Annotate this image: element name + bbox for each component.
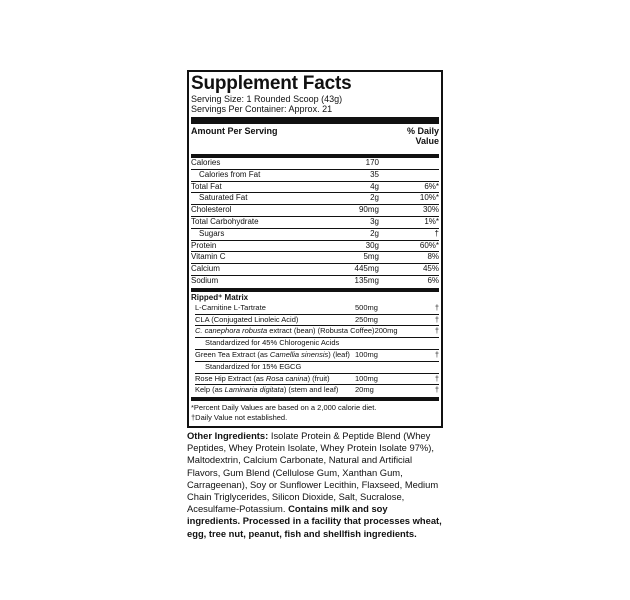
matrix-table xyxy=(191,303,439,396)
servings-per-container: Servings Per Container: Approx. 21 xyxy=(191,104,333,114)
supplement-facts-panel xyxy=(187,70,443,428)
footnote-percent-dv: *Percent Daily Values are based on a 2,000 calorie diet. xyxy=(191,403,377,413)
matrix-item-name: Green Tea Extract (as Camellia sinensis) (leaf) xyxy=(195,349,350,359)
matrix-item-name: Kelp (as Laminaria digitata) (stem and leaf) xyxy=(195,385,339,395)
matrix-row-standardized: Standardized for 45% Chlorogenic Acids xyxy=(195,337,439,349)
matrix-item-name: C. canephora robusta extract (bean) (Robusta Coffee) xyxy=(195,326,375,336)
matrix-item-name: Rose Hip Extract (as Rosa canina) (fruit) xyxy=(195,373,330,383)
matrix-row: C. canephora robusta extract (bean) (Robusta Coffee) 200mg † xyxy=(195,326,439,336)
matrix-row: Green Tea Extract (as Camellia sinensis) (leaf) 100mg † xyxy=(195,349,439,359)
panel-title: Supplement Facts xyxy=(191,73,352,94)
nutrient-row: Saturated Fat 2g 10%* xyxy=(191,192,439,204)
nutrient-row: Total Fat 4g 6%* xyxy=(191,181,439,191)
nutrient-row: Protein 30g 60%* xyxy=(191,240,439,250)
matrix-row: Kelp (as Laminaria digitata) (stem and leaf) 20mg † xyxy=(195,385,439,395)
other-ingredients-text: Isolate Protein & Peptide Blend (Whey Peptides, Whey Protein Isolate, Whey Protein Isolate 97%), Maltodextrin, Calcium Carbonate, Natural and Artificial Flavors, Gum Blend (Cellulose Gum, Xanthan Gum, Carrageenan), Soy or Sunflower Lecithin, Flaxseed, Medium Chain Triglycerides, Silicon Dioxide, Salt, Sucralose, Acesulfame-Potassium. xyxy=(187,430,439,515)
matrix-row-standardized: Standardized for 15% EGCG xyxy=(195,361,439,373)
matrix-row: Rose Hip Extract (as Rosa canina) (fruit) 100mg † xyxy=(195,373,439,383)
nutrient-row: Cholesterol 90mg 30% xyxy=(191,205,439,215)
other-ingredients-label: Other Ingredients: xyxy=(187,430,269,441)
column-header xyxy=(191,124,439,146)
daily-value-heading: % Daily Value xyxy=(406,126,439,146)
nutrient-row: Calcium 445mg 45% xyxy=(191,264,439,274)
serving-size: Serving Size: 1 Rounded Scoop (43g) xyxy=(191,94,343,104)
nutrient-row: Vitamin C 5mg 8% xyxy=(191,252,439,262)
nutrient-row: Calories 170 xyxy=(191,158,379,167)
nutrient-row: Total Carbohydrate 3g 1%* xyxy=(191,216,439,226)
nutrient-row: Sugars 2g † xyxy=(191,228,439,240)
allergen-statement: Contains milk and soy ingredients. Processed in a facility that processes wheat, egg, tree nut, peanut, fish and shellfish ingredients. xyxy=(187,503,442,539)
footnote-dv-not-established: †Daily Value not established. xyxy=(191,413,288,423)
nutrient-row: Calories from Fat 35 xyxy=(191,169,439,181)
matrix-row: CLA (Conjugated Linoleic Acid) 250mg † xyxy=(195,314,439,324)
other-ingredients xyxy=(187,430,443,540)
matrix-heading: Ripped⁺ Matrix xyxy=(191,292,249,302)
amount-per-serving-heading: Amount Per Serving xyxy=(191,126,278,136)
matrix-row: L-Carnitine L-Tartrate 500mg † xyxy=(195,302,439,312)
nutrient-table xyxy=(191,158,439,287)
thick-divider xyxy=(191,117,439,124)
nutrient-row: Sodium 135mg 6% xyxy=(191,275,439,285)
